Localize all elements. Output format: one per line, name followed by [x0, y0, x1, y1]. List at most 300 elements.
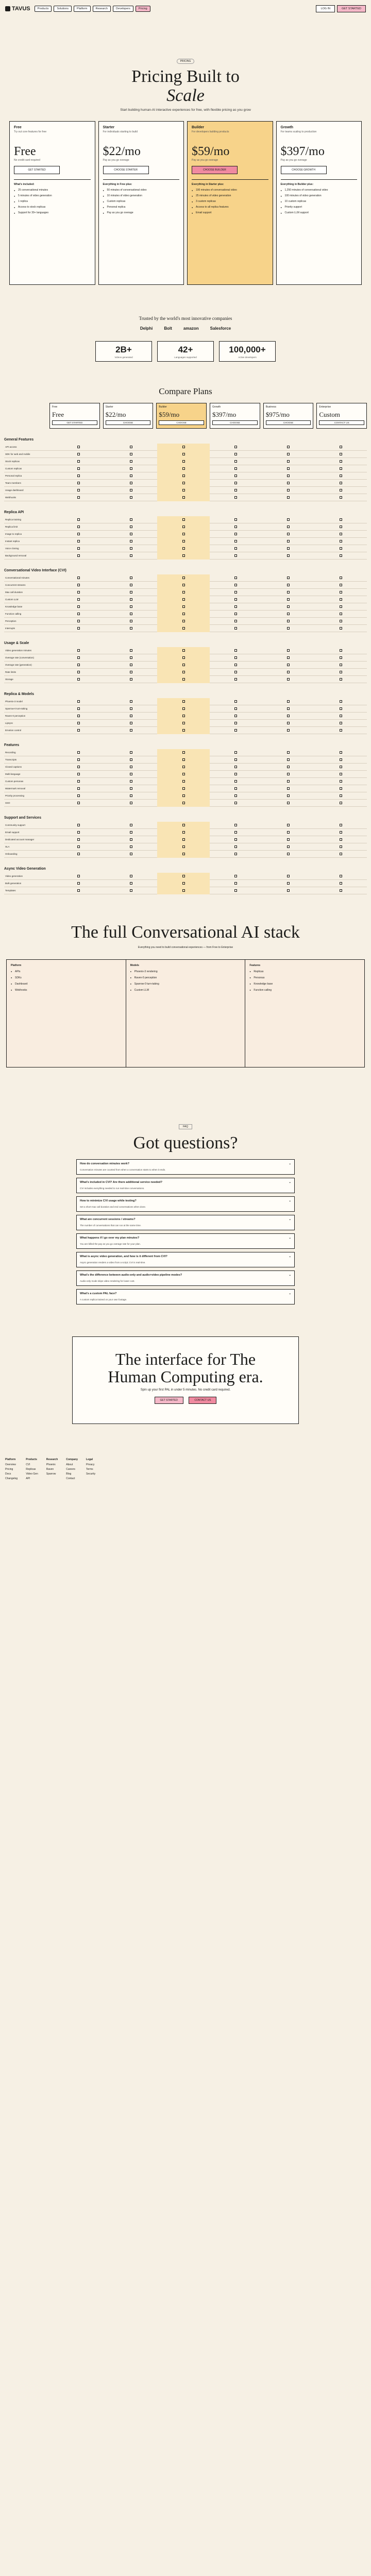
- stat-label: Active developers: [238, 356, 257, 359]
- check-icon: [287, 554, 290, 557]
- check-icon: [340, 482, 342, 484]
- footer-link[interactable]: Blog: [66, 1472, 72, 1476]
- check-icon: [287, 671, 290, 673]
- compare-row: [4, 516, 367, 523]
- check-icon: [234, 453, 237, 455]
- get-started-button[interactable]: GET STARTED: [337, 5, 366, 12]
- compare-cell: [105, 715, 158, 717]
- compare-cell: [210, 722, 262, 724]
- compare-row: [4, 713, 367, 720]
- check-icon: [234, 729, 237, 732]
- compare-cell: [157, 698, 210, 705]
- compare-cell: [105, 656, 158, 659]
- footer-link[interactable]: Video Gen: [26, 1472, 38, 1476]
- compare-row-label: Team members: [5, 482, 22, 484]
- check-icon: [287, 824, 290, 826]
- compare-cell: [53, 715, 105, 717]
- check-icon: [77, 715, 80, 717]
- nav-pricing[interactable]: Pricing: [136, 6, 150, 12]
- check-icon: [234, 853, 237, 855]
- check-icon: [182, 474, 185, 477]
- compare-plan-name: Builder: [159, 405, 167, 409]
- compare-cell: [314, 664, 367, 666]
- compare-row: [4, 851, 367, 858]
- check-icon: [182, 518, 185, 521]
- check-icon: [182, 889, 185, 892]
- check-icon: [340, 496, 342, 499]
- compare-row: [4, 669, 367, 676]
- feature-item: ● Support for 30+ languages: [14, 211, 91, 214]
- check-icon: [130, 671, 132, 673]
- check-icon: [77, 758, 80, 761]
- feature-item: ● Custom LLM support: [281, 211, 358, 214]
- check-icon: [77, 605, 80, 608]
- check-icon: [77, 773, 80, 775]
- compare-cell: [210, 627, 262, 630]
- check-icon: [130, 838, 132, 841]
- chevron-down-icon: ⌄: [289, 1218, 291, 1221]
- compare-cell: [210, 824, 262, 826]
- check-icon: [182, 656, 185, 659]
- compare-cell: [314, 598, 367, 601]
- compare-cell: [262, 715, 315, 717]
- compare-row-label: Overage rate (conversation): [5, 656, 35, 659]
- logo-icon: [5, 6, 10, 11]
- footer-link[interactable]: Careers: [66, 1468, 76, 1471]
- check-icon: [130, 627, 132, 630]
- feature-item: ● 50 minutes of conversational video: [103, 189, 180, 192]
- check-icon: [287, 533, 290, 535]
- compare-row-label: Interrupts: [5, 627, 15, 630]
- footer-link[interactable]: Sparrow: [46, 1472, 56, 1476]
- check-icon: [130, 882, 132, 885]
- check-icon: [77, 627, 80, 630]
- stat-number: 2B+: [115, 345, 132, 354]
- check-icon: [182, 787, 185, 790]
- compare-cell: [262, 474, 315, 477]
- feature-item: ● 5 minutes of video generation: [14, 194, 91, 197]
- compare-cell: [314, 831, 367, 834]
- compare-row-label: Recording: [5, 751, 16, 754]
- compare-cell: [53, 554, 105, 557]
- feature-item: ● Personal replica: [103, 206, 180, 209]
- footer-link[interactable]: Security: [86, 1472, 96, 1476]
- compare-plan-button[interactable]: CHOOSE: [212, 420, 258, 425]
- check-icon: [340, 533, 342, 535]
- plan-cta-button[interactable]: CHOOSE GROWTH: [281, 166, 327, 174]
- compare-cell: [157, 625, 210, 632]
- plan-cta-button[interactable]: CHOOSE BUILDER: [192, 166, 238, 174]
- compare-cell: [262, 722, 315, 724]
- check-icon: [234, 620, 237, 622]
- compare-plan-button[interactable]: CHOOSE: [266, 420, 311, 425]
- compare-cell: [314, 446, 367, 448]
- compare-cell: [157, 574, 210, 582]
- compare-cell: [262, 707, 315, 710]
- compare-plan-header: [210, 403, 260, 429]
- faq-item[interactable]: [76, 1178, 295, 1193]
- check-icon: [340, 780, 342, 783]
- check-icon: [182, 467, 185, 470]
- check-icon: [287, 627, 290, 630]
- footer-link[interactable]: Pricing: [5, 1468, 13, 1471]
- stack-item: ● Replicas: [249, 970, 360, 973]
- compare-cell: [53, 773, 105, 775]
- check-icon: [340, 446, 342, 448]
- compare-cell: [53, 460, 105, 463]
- compare-cell: [210, 496, 262, 499]
- compare-cell: [262, 831, 315, 834]
- check-icon: [340, 591, 342, 594]
- compare-row-label: Concurrent streams: [5, 584, 26, 586]
- check-icon: [130, 794, 132, 797]
- faq-item[interactable]: [76, 1252, 295, 1267]
- nav-developers[interactable]: Developers: [113, 6, 133, 12]
- compare-row-label: Webhooks: [5, 496, 16, 499]
- compare-cell: [314, 845, 367, 848]
- check-icon: [77, 707, 80, 710]
- compare-cell: [157, 843, 210, 851]
- cta-get-started-button[interactable]: GET STARTED: [155, 1397, 183, 1404]
- stats-row: [0, 341, 371, 362]
- compare-cell: [105, 794, 158, 797]
- plan-card-growth: [276, 121, 362, 285]
- compare-cell: [53, 540, 105, 543]
- chevron-down-icon: ⌄: [289, 1236, 291, 1240]
- compare-cell: [262, 533, 315, 535]
- compare-cell: [53, 649, 105, 652]
- compare-cell: [53, 591, 105, 594]
- stack-column: [7, 960, 126, 1067]
- compare-cell: [210, 882, 262, 885]
- compare-cell: [262, 540, 315, 543]
- check-icon: [287, 518, 290, 521]
- footer-link[interactable]: Replicas: [26, 1468, 36, 1471]
- check-icon: [130, 780, 132, 783]
- compare-cell: [314, 700, 367, 703]
- compare-plan-name: Business: [265, 405, 276, 409]
- check-icon: [287, 707, 290, 710]
- check-icon: [77, 467, 80, 470]
- check-icon: [287, 722, 290, 724]
- faq-answer: Async generation renders a video from a script; CVI is real-time.: [80, 1261, 146, 1264]
- compare-cell: [210, 554, 262, 557]
- compare-cell: [314, 715, 367, 717]
- check-icon: [340, 838, 342, 841]
- compare-cell: [262, 598, 315, 601]
- compare-plan-price: $22/mo: [105, 411, 126, 418]
- compare-cell: [262, 584, 315, 586]
- customer-logos: [0, 326, 371, 331]
- plan-cta-button[interactable]: GET STARTED: [14, 166, 60, 174]
- check-icon: [234, 664, 237, 666]
- compare-row: [4, 625, 367, 632]
- compare-cell: [53, 533, 105, 535]
- faq-item[interactable]: [76, 1233, 295, 1249]
- stat-number: 100,000+: [229, 345, 266, 354]
- compare-row-label: Onboarding: [5, 853, 18, 855]
- compare-cell: [105, 620, 158, 622]
- footer-link[interactable]: Terms: [86, 1468, 93, 1471]
- compare-cell: [53, 620, 105, 622]
- compare-cell: [157, 487, 210, 494]
- compare-cell: [210, 605, 262, 608]
- compare-cell: [105, 526, 158, 528]
- cta-title-2: Human Computing era.: [108, 1367, 263, 1386]
- compare-cell: [210, 584, 262, 586]
- check-icon: [234, 773, 237, 775]
- compare-cell: [210, 620, 262, 622]
- compare-plan-name: Free: [52, 405, 58, 409]
- compare-plan-button[interactable]: CHOOSE: [159, 420, 204, 425]
- check-icon: [130, 489, 132, 492]
- check-icon: [287, 766, 290, 768]
- nav-research[interactable]: Research: [93, 6, 111, 12]
- compare-cell: [314, 547, 367, 550]
- compare-cell: [53, 838, 105, 841]
- check-icon: [182, 547, 185, 550]
- compare-cell: [105, 496, 158, 499]
- check-icon: [234, 518, 237, 521]
- compare-cell: [157, 771, 210, 778]
- brand-name: TAVUS: [12, 6, 30, 12]
- check-icon: [130, 533, 132, 535]
- compare-cell: [53, 678, 105, 681]
- compare-section-title: Conversational Video Interface (CVI): [4, 569, 66, 572]
- compare-section-title: Replica API: [4, 511, 24, 514]
- plan-note: No credit card required: [14, 159, 40, 162]
- compare-row-label: Stock replicas: [5, 460, 20, 463]
- compare-plan-name: Enterprise: [319, 405, 331, 409]
- stack-item: ● Custom LLM: [130, 989, 241, 992]
- hero-title-italic: Scale: [166, 86, 205, 105]
- compare-cell: [210, 671, 262, 673]
- compare-cell: [105, 882, 158, 885]
- check-icon: [77, 671, 80, 673]
- check-icon: [234, 671, 237, 673]
- stack-item: ● Knowledge base: [249, 982, 360, 986]
- features-heading: Everything in Starter plus:: [192, 183, 224, 186]
- compare-row-label: Overage rate (generation): [5, 664, 32, 666]
- footer-link[interactable]: About: [66, 1463, 73, 1466]
- plan-cards: [9, 121, 362, 285]
- check-icon: [340, 678, 342, 681]
- compare-cell: [262, 838, 315, 841]
- compare-cell: [53, 446, 105, 448]
- compare-plan-header: [103, 403, 154, 429]
- compare-cell: [53, 482, 105, 484]
- check-icon: [182, 533, 185, 535]
- compare-cell: [53, 802, 105, 804]
- features-heading: What's included:: [14, 183, 35, 186]
- faq-item[interactable]: [76, 1196, 295, 1212]
- footer-link[interactable]: API: [26, 1477, 30, 1480]
- check-icon: [182, 678, 185, 681]
- compare-row-label: Sparrow-0 turn-taking: [5, 707, 28, 710]
- nav-solutions[interactable]: Solutions: [54, 6, 72, 12]
- check-icon: [287, 751, 290, 754]
- footer-link[interactable]: Contact: [66, 1477, 75, 1480]
- footer-link[interactable]: Overview: [5, 1463, 16, 1466]
- check-icon: [234, 613, 237, 615]
- stack-item: ● Sparrow-0 turn-taking: [130, 982, 241, 986]
- footer-link[interactable]: Privacy: [86, 1463, 95, 1466]
- check-icon: [182, 671, 185, 673]
- footer-link[interactable]: Raven: [46, 1468, 54, 1471]
- login-button[interactable]: LOG IN: [316, 5, 335, 12]
- compare-cell: [210, 831, 262, 834]
- check-icon: [77, 474, 80, 477]
- check-icon: [77, 802, 80, 804]
- compare-row: [4, 611, 367, 618]
- brand-logo[interactable]: [5, 6, 30, 12]
- feature-item: ● 100 minutes of conversational video: [192, 189, 268, 192]
- stack-item: ● Dashboard: [11, 982, 122, 986]
- compare-cell: [53, 845, 105, 848]
- compare-cell: [157, 647, 210, 654]
- check-icon: [340, 598, 342, 601]
- check-icon: [340, 460, 342, 463]
- check-icon: [234, 627, 237, 630]
- compare-cell: [210, 766, 262, 768]
- compare-cell: [314, 671, 367, 673]
- compare-plan-price: $59/mo: [159, 411, 180, 418]
- check-icon: [130, 584, 132, 586]
- faq-item[interactable]: [76, 1159, 295, 1175]
- plan-price: $22/mo: [103, 145, 141, 158]
- check-icon: [182, 751, 185, 754]
- compare-cell: [53, 605, 105, 608]
- compare-cell: [157, 836, 210, 843]
- check-icon: [340, 853, 342, 855]
- faq-item[interactable]: [76, 1215, 295, 1230]
- compare-cell: [53, 598, 105, 601]
- check-icon: [340, 802, 342, 804]
- plan-cta-button[interactable]: CHOOSE STARTER: [103, 166, 149, 174]
- check-icon: [77, 700, 80, 703]
- compare-cell: [157, 669, 210, 676]
- compare-plan-name: Starter: [105, 405, 113, 409]
- check-icon: [77, 838, 80, 841]
- compare-row: [4, 458, 367, 465]
- compare-cell: [105, 831, 158, 834]
- faq-answer: Conversation minutes are counted from when a conversation starts to when it ends.: [80, 1168, 166, 1171]
- check-icon: [287, 547, 290, 550]
- check-icon: [287, 729, 290, 732]
- check-icon: [77, 889, 80, 892]
- check-icon: [234, 824, 237, 826]
- compare-cell: [105, 613, 158, 615]
- check-icon: [340, 664, 342, 666]
- compare-cell: [314, 554, 367, 557]
- compare-cell: [262, 460, 315, 463]
- check-icon: [130, 496, 132, 499]
- plan-desc: For teams scaling to production: [280, 130, 317, 133]
- stack-item: ● Raven-0 perception: [130, 976, 241, 979]
- check-icon: [130, 853, 132, 855]
- compare-cell: [314, 707, 367, 710]
- compare-plan-button[interactable]: GET STARTED: [52, 420, 97, 425]
- check-icon: [287, 664, 290, 666]
- compare-cell: [53, 467, 105, 470]
- footer-link[interactable]: Docs: [5, 1472, 11, 1476]
- plan-card-builder: [187, 121, 273, 285]
- check-icon: [130, 722, 132, 724]
- check-icon: [182, 482, 185, 484]
- compare-cell: [210, 707, 262, 710]
- compare-cell: [210, 598, 262, 601]
- chevron-down-icon: ⌄: [289, 1255, 291, 1258]
- compare-cell: [105, 446, 158, 448]
- nav-platform[interactable]: Platform: [74, 6, 90, 12]
- compare-plan-button[interactable]: CONTACT US: [319, 420, 364, 425]
- compare-plan-button[interactable]: CHOOSE: [106, 420, 151, 425]
- compare-cell: [210, 540, 262, 543]
- check-icon: [340, 605, 342, 608]
- compare-cell: [314, 678, 367, 681]
- compare-row-label: Rate limits: [5, 671, 16, 673]
- compare-cell: [53, 700, 105, 703]
- faq-question: [80, 1181, 291, 1184]
- check-icon: [287, 794, 290, 797]
- check-icon: [287, 853, 290, 855]
- plan-name: Starter: [103, 126, 115, 129]
- check-icon: [234, 547, 237, 550]
- compare-cell: [105, 824, 158, 826]
- check-icon: [130, 460, 132, 463]
- compare-cell: [262, 656, 315, 659]
- check-icon: [77, 722, 80, 724]
- check-icon: [182, 766, 185, 768]
- stack-column: [245, 960, 364, 1067]
- check-icon: [130, 824, 132, 826]
- compare-row-label: Instant replica: [5, 540, 20, 543]
- footer-link[interactable]: Phoenix: [46, 1463, 56, 1466]
- check-icon: [340, 845, 342, 848]
- check-icon: [234, 533, 237, 535]
- faq-item[interactable]: [76, 1270, 295, 1286]
- faq-answer: A custom replica trained on your own footage.: [80, 1298, 127, 1301]
- check-icon: [77, 446, 80, 448]
- check-icon: [340, 474, 342, 477]
- compare-cell: [262, 453, 315, 455]
- plan-card-starter: [98, 121, 184, 285]
- cta-contact-button[interactable]: CONTACT US: [189, 1397, 216, 1404]
- check-icon: [340, 729, 342, 732]
- compare-cell: [314, 722, 367, 724]
- footer-link[interactable]: Changelog: [5, 1477, 18, 1480]
- faq-item[interactable]: [76, 1289, 295, 1304]
- check-icon: [182, 831, 185, 834]
- check-icon: [130, 678, 132, 681]
- chevron-down-icon: ⌄: [289, 1292, 291, 1295]
- stat-card: [157, 341, 214, 362]
- compare-cell: [262, 751, 315, 754]
- compare-cell: [157, 494, 210, 501]
- compare-cell: [314, 489, 367, 492]
- check-icon: [234, 446, 237, 448]
- compare-cell: [157, 887, 210, 894]
- compare-cell: [262, 620, 315, 622]
- compare-cell: [53, 824, 105, 826]
- footer-link[interactable]: CVI: [26, 1463, 30, 1466]
- compare-cell: [53, 787, 105, 790]
- nav-products[interactable]: Products: [35, 6, 52, 12]
- feature-item: ● Custom replicas: [103, 200, 180, 203]
- compare-cell: [157, 523, 210, 531]
- feature-item: ● Pay as you go overage: [103, 211, 180, 214]
- compare-cell: [53, 722, 105, 724]
